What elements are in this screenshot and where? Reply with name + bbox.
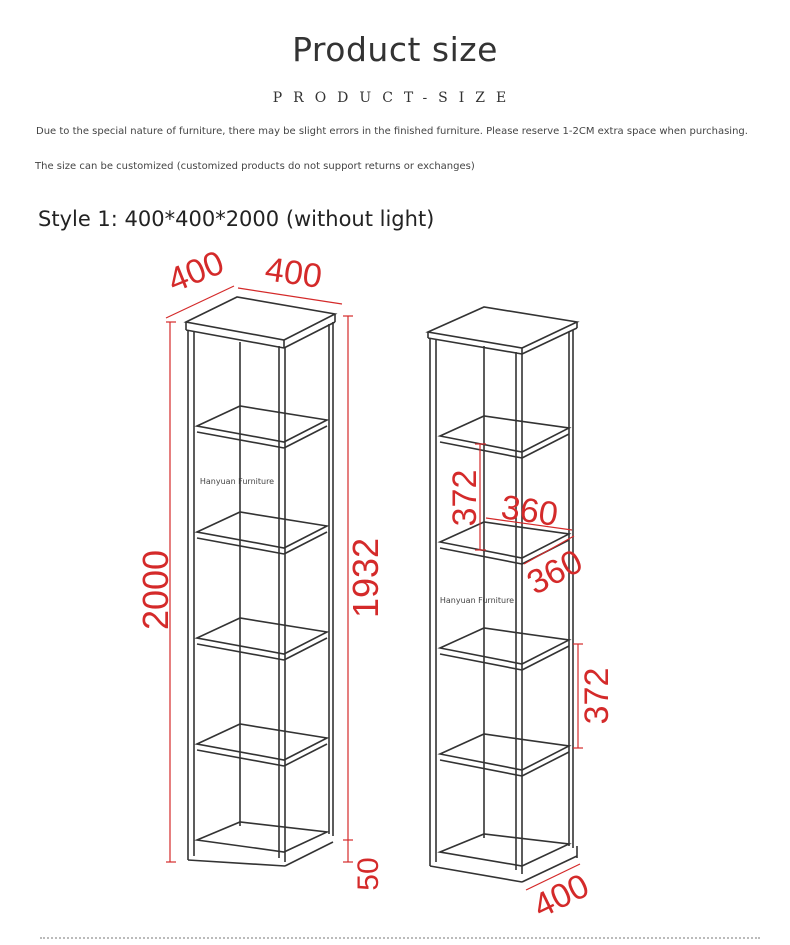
dim-inner-width: 360	[498, 488, 561, 534]
dim-base-width: 400	[527, 866, 596, 926]
dim-depth: 400	[162, 243, 230, 301]
dim-inner-height: 1932	[345, 537, 386, 619]
dim-shelf-gap-bottom: 372	[578, 667, 616, 725]
style-label: Style 1: 400*400*2000 (without light)	[38, 207, 435, 231]
page-title: Product size	[292, 30, 498, 69]
customization-note: The size can be customized (customized products do not support returns or exchanges)	[35, 161, 475, 172]
left-cabinet	[186, 297, 335, 866]
dim-inner-depth: 360	[520, 542, 589, 603]
right-watermark: Hanyuan Furniture	[439, 596, 515, 605]
page-subtitle: PRODUCT-SIZE	[272, 90, 518, 106]
dim-height: 2000	[135, 549, 176, 631]
left-watermark: Hanyuan Furniture	[199, 477, 275, 486]
dim-base: 50	[352, 857, 385, 891]
right-cabinet	[428, 307, 577, 882]
dim-shelf-gap-top: 372	[446, 469, 484, 527]
bottom-divider	[40, 937, 760, 939]
dim-width: 400	[262, 250, 325, 296]
tolerance-note: Due to the special nature of furniture, there may be slight errors in the finished furniture. Please reserve 1-2CM extra space when purchasing.	[36, 126, 748, 137]
